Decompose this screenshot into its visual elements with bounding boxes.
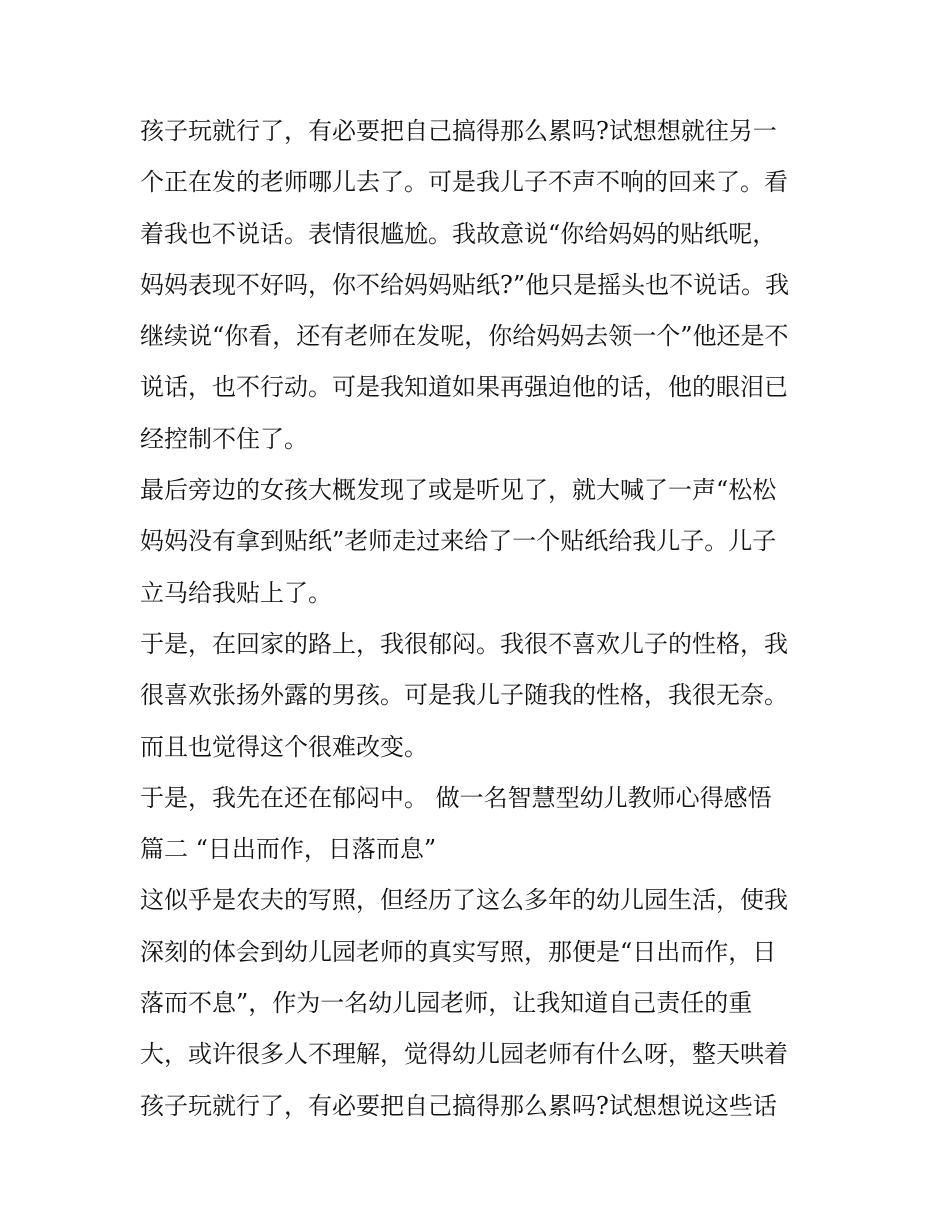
text-line: 很喜欢张扬外露的男孩。可是我儿子随我的性格，我很无奈。 (140, 681, 788, 710)
text-line: 个正在发的老师哪儿去了。可是我儿子不声不响的回来了。看 (140, 168, 788, 197)
text-line: 深刻的体会到幼儿园老师的真实写照，那便是“日出而作，日 (140, 937, 777, 966)
text-line: 这似乎是农夫的写照，但经历了这么多年的幼儿园生活，使我 (140, 886, 788, 915)
document-body (140, 106, 830, 1132)
text-line: 着我也不说话。表情很尴尬。我故意说“你给妈妈的贴纸呢， (140, 219, 777, 248)
text-line: 于是，在回家的路上，我很郁闷。我很不喜欢儿子的性格，我 (140, 629, 788, 658)
text-line: 于是，我先在还在郁闷中。 做一名智慧型幼儿教师心得感悟 (140, 783, 772, 812)
text-line: 篇二 “日出而作，日落而息” (140, 835, 437, 864)
text-line: 最后旁边的女孩大概发现了或是听见了，就大喊了一声“松松 (140, 476, 777, 505)
text-line: 孩子玩就行了，有必要把自己搞得那么累吗?试想想就往另一 (140, 117, 777, 145)
text-line: 经控制不住了。 (140, 424, 308, 453)
text-line: 妈妈没有拿到贴纸”老师走过来给了一个贴纸给我儿子。儿子 (140, 527, 777, 556)
text-line: 说话，也不行动。可是我知道如果再强迫他的话，他的眼泪已 (140, 373, 788, 402)
text-line: 而且也觉得这个很难改变。 (140, 732, 428, 761)
text-line: 大，或许很多人不理解，觉得幼儿园老师有什么呀，整天哄着 (140, 1040, 788, 1069)
text-line: 孩子玩就行了，有必要把自己搞得那么累吗?试想想说这些话 (140, 1091, 777, 1120)
text-line: 继续说“你看，还有老师在发呢，你给妈妈去领一个”他还是不 (140, 322, 789, 351)
text-line: 立马给我贴上了。 (140, 578, 332, 607)
text-line: 落而不息”，作为一名幼儿园老师，让我知道自己责任的重 (140, 989, 753, 1018)
text-line: 妈妈表现不好吗，你不给妈妈贴纸?”他只是摇头也不说话。我 (140, 270, 790, 299)
